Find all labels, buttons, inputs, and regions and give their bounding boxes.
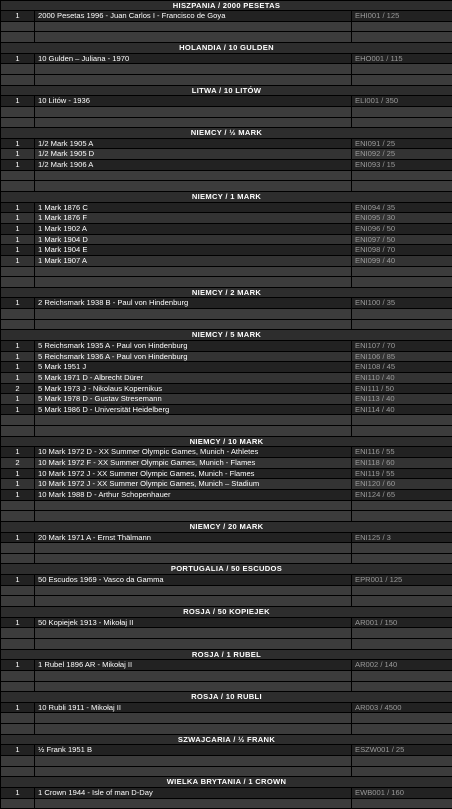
spacer-cell bbox=[1, 682, 34, 692]
quantity-cell: 1 bbox=[1, 373, 34, 383]
section-title: ROSJA / 50 KOPIEJEK bbox=[1, 607, 452, 617]
spacer-cell bbox=[35, 64, 351, 74]
section-header bbox=[0, 649, 452, 660]
quantity-cell: 1 bbox=[1, 235, 34, 245]
description-cell: 5 Mark 1986 D - Universität Heidelberg bbox=[35, 405, 351, 415]
section-title: WIELKA BRYTANIA / 1 CROWN bbox=[1, 777, 452, 787]
table-row bbox=[0, 234, 452, 245]
section-header bbox=[0, 734, 452, 745]
catalog-code-cell: ENI093 / 15 bbox=[352, 160, 452, 170]
spacer-cell bbox=[35, 22, 351, 32]
quantity-cell: 1 bbox=[1, 405, 34, 415]
description-cell: 1 Mark 1876 F bbox=[35, 213, 351, 223]
description-cell: 1 Mark 1902 A bbox=[35, 224, 351, 234]
spacer-cell bbox=[352, 682, 452, 692]
spacer-cell bbox=[352, 32, 452, 42]
spacer-cell bbox=[352, 171, 452, 181]
section-header bbox=[0, 128, 452, 139]
section-header bbox=[0, 777, 452, 788]
spacer-cell bbox=[1, 671, 34, 681]
section-title: NIEMCY / 1 MARK bbox=[1, 192, 452, 202]
description-cell: 2 Reichsmark 1938 B - Paul von Hindenburg bbox=[35, 298, 351, 308]
description-cell: 2000 Pesetas 1996 - Juan Carlos I - Francisco de Goya bbox=[35, 11, 351, 21]
catalog-code-cell: ESZW001 / 25 bbox=[352, 745, 452, 755]
spacer-row bbox=[0, 74, 452, 85]
table-row bbox=[0, 202, 452, 213]
spacer-cell bbox=[1, 543, 34, 553]
spacer-cell bbox=[352, 320, 452, 330]
section-header bbox=[0, 607, 452, 618]
table-row bbox=[0, 702, 452, 713]
table-row bbox=[0, 213, 452, 224]
catalog-code-cell: EWB001 / 160 bbox=[352, 788, 452, 798]
spacer-cell bbox=[352, 767, 452, 777]
quantity-cell: 1 bbox=[1, 469, 34, 479]
quantity-cell: 2 bbox=[1, 458, 34, 468]
spacer-cell bbox=[35, 799, 351, 809]
section-title: ROSJA / 1 RUBEL bbox=[1, 650, 452, 660]
spacer-cell bbox=[352, 267, 452, 277]
spacer-cell bbox=[1, 107, 34, 117]
description-cell: 1 Mark 1876 C bbox=[35, 203, 351, 213]
table-row bbox=[0, 489, 452, 500]
description-cell: 1 Crown 1944 - Isle of man D-Day bbox=[35, 788, 351, 798]
catalog-code-cell: ENI124 / 65 bbox=[352, 490, 452, 500]
catalog-code-cell: EHI001 / 125 bbox=[352, 11, 452, 21]
spacer-row bbox=[0, 670, 452, 681]
spacer-row bbox=[0, 713, 452, 724]
spacer-cell bbox=[35, 586, 351, 596]
spacer-row bbox=[0, 585, 452, 596]
spacer-cell bbox=[35, 543, 351, 553]
section-title: LITWA / 10 LITÓW bbox=[1, 86, 452, 96]
table-row bbox=[0, 223, 452, 234]
catalog-code-cell: ENI106 / 85 bbox=[352, 352, 452, 362]
description-cell: 10 Litów - 1936 bbox=[35, 96, 351, 106]
spacer-cell bbox=[1, 267, 34, 277]
description-cell: 1 Mark 1904 D bbox=[35, 235, 351, 245]
quantity-cell: 1 bbox=[1, 203, 34, 213]
spacer-cell bbox=[1, 511, 34, 521]
quantity-cell: 1 bbox=[1, 224, 34, 234]
spacer-row bbox=[0, 766, 452, 777]
table-row bbox=[0, 394, 452, 405]
table-row bbox=[0, 11, 452, 22]
catalog-code-cell: ENI091 / 25 bbox=[352, 139, 452, 149]
description-cell: 5 Mark 1973 J - Nikolaus Kopernikus bbox=[35, 384, 351, 394]
spacer-cell bbox=[1, 415, 34, 425]
spacer-row bbox=[0, 553, 452, 564]
section-header bbox=[0, 692, 452, 703]
description-cell: 1 Mark 1907 A bbox=[35, 256, 351, 266]
spacer-cell bbox=[352, 75, 452, 85]
table-row bbox=[0, 458, 452, 469]
table-row bbox=[0, 575, 452, 586]
table-row bbox=[0, 372, 452, 383]
spacer-cell bbox=[35, 639, 351, 649]
catalog-code-cell: ENI097 / 50 bbox=[352, 235, 452, 245]
spacer-cell bbox=[352, 415, 452, 425]
table-row bbox=[0, 787, 452, 798]
spacer-cell bbox=[352, 107, 452, 117]
spacer-cell bbox=[35, 75, 351, 85]
catalog-code-cell: AR003 / 4500 bbox=[352, 703, 452, 713]
spacer-cell bbox=[35, 32, 351, 42]
description-cell: 1 Mark 1904 E bbox=[35, 245, 351, 255]
spacer-row bbox=[0, 309, 452, 320]
section-title: NIEMCY / 20 MARK bbox=[1, 522, 452, 532]
table-row bbox=[0, 468, 452, 479]
spacer-cell bbox=[1, 320, 34, 330]
spacer-cell bbox=[35, 724, 351, 734]
description-cell: 10 Mark 1972 F - XX Summer Olympic Games, Munich - Flames bbox=[35, 458, 351, 468]
spacer-row bbox=[0, 426, 452, 437]
spacer-cell bbox=[352, 501, 452, 511]
quantity-cell: 1 bbox=[1, 394, 34, 404]
catalog-code-cell: ENI107 / 70 bbox=[352, 341, 452, 351]
table-row bbox=[0, 160, 452, 171]
section-title: PORTUGALIA / 50 ESCUDOS bbox=[1, 564, 452, 574]
spacer-cell bbox=[1, 501, 34, 511]
spacer-cell bbox=[35, 171, 351, 181]
spacer-cell bbox=[1, 554, 34, 564]
spacer-row bbox=[0, 628, 452, 639]
spacer-cell bbox=[35, 756, 351, 766]
spacer-cell bbox=[352, 277, 452, 287]
table-row bbox=[0, 383, 452, 394]
spacer-cell bbox=[35, 107, 351, 117]
catalog-code-cell: ENI110 / 40 bbox=[352, 373, 452, 383]
catalog-code-cell: ELI001 / 350 bbox=[352, 96, 452, 106]
description-cell: 1/2 Mark 1906 A bbox=[35, 160, 351, 170]
spacer-cell bbox=[35, 767, 351, 777]
quantity-cell: 1 bbox=[1, 533, 34, 543]
table-row bbox=[0, 255, 452, 266]
spacer-cell bbox=[1, 586, 34, 596]
quantity-cell: 1 bbox=[1, 703, 34, 713]
description-cell: 10 Mark 1972 D - XX Summer Olympic Games, Munich - Athletes bbox=[35, 447, 351, 457]
spacer-row bbox=[0, 21, 452, 32]
spacer-cell bbox=[35, 181, 351, 191]
spacer-row bbox=[0, 117, 452, 128]
spacer-cell bbox=[1, 799, 34, 809]
table-row bbox=[0, 149, 452, 160]
catalog-code-cell: ENI114 / 40 bbox=[352, 405, 452, 415]
spacer-row bbox=[0, 64, 452, 75]
spacer-row bbox=[0, 266, 452, 277]
table-row bbox=[0, 298, 452, 309]
spacer-row bbox=[0, 511, 452, 522]
spacer-cell bbox=[35, 426, 351, 436]
spacer-cell bbox=[352, 756, 452, 766]
catalog-code-cell: ENI100 / 35 bbox=[352, 298, 452, 308]
catalog-code-cell: ENI111 / 50 bbox=[352, 384, 452, 394]
description-cell: 1/2 Mark 1905 D bbox=[35, 149, 351, 159]
spacer-row bbox=[0, 32, 452, 43]
section-header bbox=[0, 0, 452, 11]
section-header bbox=[0, 564, 452, 575]
spacer-cell bbox=[35, 713, 351, 723]
table-row bbox=[0, 341, 452, 352]
spacer-cell bbox=[1, 309, 34, 319]
table-row bbox=[0, 660, 452, 671]
spacer-cell bbox=[352, 22, 452, 32]
spacer-cell bbox=[35, 501, 351, 511]
catalog-code-cell: ENI098 / 70 bbox=[352, 245, 452, 255]
spacer-cell bbox=[352, 713, 452, 723]
description-cell: 5 Mark 1951 J bbox=[35, 362, 351, 372]
spacer-cell bbox=[35, 682, 351, 692]
spacer-cell bbox=[1, 75, 34, 85]
quantity-cell: 1 bbox=[1, 11, 34, 21]
quantity-cell: 1 bbox=[1, 479, 34, 489]
description-cell: 10 Gulden – Juliana - 1970 bbox=[35, 54, 351, 64]
description-cell: 20 Mark 1971 A - Ernst Thälmann bbox=[35, 533, 351, 543]
spacer-cell bbox=[35, 320, 351, 330]
description-cell: 50 Kopiejek 1913 - Mikołaj II bbox=[35, 618, 351, 628]
spacer-row bbox=[0, 415, 452, 426]
quantity-cell: 1 bbox=[1, 660, 34, 670]
description-cell: 10 Mark 1972 J - XX Summer Olympic Games, Munich - Flames bbox=[35, 469, 351, 479]
catalog-code-cell: AR001 / 150 bbox=[352, 618, 452, 628]
section-title: HISZPANIA / 2000 PESETAS bbox=[1, 1, 452, 11]
section-title: SZWAJCARIA / ½ FRANK bbox=[1, 735, 452, 745]
quantity-cell: 1 bbox=[1, 256, 34, 266]
spacer-cell bbox=[352, 628, 452, 638]
spacer-cell bbox=[352, 799, 452, 809]
spacer-row bbox=[0, 181, 452, 192]
quantity-cell: 1 bbox=[1, 213, 34, 223]
quantity-cell: 1 bbox=[1, 245, 34, 255]
table-row bbox=[0, 245, 452, 256]
spacer-cell bbox=[1, 171, 34, 181]
section-title: NIEMCY / ½ MARK bbox=[1, 128, 452, 138]
description-cell: 1 Rubel 1896 AR - Mikołaj II bbox=[35, 660, 351, 670]
catalog-code-cell: ENI096 / 50 bbox=[352, 224, 452, 234]
section-title: NIEMCY / 5 MARK bbox=[1, 330, 452, 340]
spacer-cell bbox=[352, 724, 452, 734]
spacer-row bbox=[0, 319, 452, 330]
section-header bbox=[0, 521, 452, 532]
table-row bbox=[0, 53, 452, 64]
spacer-row bbox=[0, 596, 452, 607]
spacer-cell bbox=[352, 596, 452, 606]
quantity-cell: 1 bbox=[1, 788, 34, 798]
section-header bbox=[0, 287, 452, 298]
spacer-row bbox=[0, 277, 452, 288]
description-cell: 5 Mark 1978 D - Gustav Stresemann bbox=[35, 394, 351, 404]
table-row bbox=[0, 745, 452, 756]
description-cell: 1/2 Mark 1905 A bbox=[35, 139, 351, 149]
spacer-cell bbox=[352, 586, 452, 596]
table-row bbox=[0, 447, 452, 458]
spacer-row bbox=[0, 681, 452, 692]
catalog-code-cell: AR002 / 140 bbox=[352, 660, 452, 670]
quantity-cell: 1 bbox=[1, 298, 34, 308]
spacer-cell bbox=[35, 511, 351, 521]
spacer-cell bbox=[1, 181, 34, 191]
quantity-cell: 1 bbox=[1, 160, 34, 170]
quantity-cell: 1 bbox=[1, 490, 34, 500]
catalog-code-cell: ENI119 / 55 bbox=[352, 469, 452, 479]
spacer-cell bbox=[1, 596, 34, 606]
description-cell: 10 Mark 1972 J - XX Summer Olympic Games, Munich – Stadium bbox=[35, 479, 351, 489]
quantity-cell: 1 bbox=[1, 745, 34, 755]
table-row bbox=[0, 138, 452, 149]
spacer-cell bbox=[1, 426, 34, 436]
spacer-cell bbox=[1, 756, 34, 766]
spacer-cell bbox=[352, 309, 452, 319]
description-cell: 5 Reichsmark 1936 A - Paul von Hindenburg bbox=[35, 352, 351, 362]
spacer-cell bbox=[35, 554, 351, 564]
table-row bbox=[0, 96, 452, 107]
section-header bbox=[0, 330, 452, 341]
spacer-cell bbox=[352, 671, 452, 681]
quantity-cell: 1 bbox=[1, 352, 34, 362]
spacer-cell bbox=[352, 511, 452, 521]
spacer-cell bbox=[1, 32, 34, 42]
quantity-cell: 1 bbox=[1, 96, 34, 106]
spacer-cell bbox=[35, 628, 351, 638]
quantity-cell: 1 bbox=[1, 447, 34, 457]
spacer-cell bbox=[35, 118, 351, 128]
section-title: NIEMCY / 10 MARK bbox=[1, 437, 452, 447]
table-row bbox=[0, 479, 452, 490]
spacer-cell bbox=[352, 639, 452, 649]
catalog-code-cell: ENI094 / 35 bbox=[352, 203, 452, 213]
catalog-code-cell: ENI099 / 40 bbox=[352, 256, 452, 266]
spacer-cell bbox=[1, 118, 34, 128]
spacer-row bbox=[0, 543, 452, 554]
spacer-cell bbox=[352, 118, 452, 128]
description-cell: ½ Frank 1951 B bbox=[35, 745, 351, 755]
spacer-cell bbox=[1, 639, 34, 649]
quantity-cell: 1 bbox=[1, 54, 34, 64]
spacer-cell bbox=[35, 309, 351, 319]
spacer-cell bbox=[352, 64, 452, 74]
table-row bbox=[0, 404, 452, 415]
catalog-code-cell: EHO001 / 115 bbox=[352, 54, 452, 64]
catalog-code-cell: ENI113 / 40 bbox=[352, 394, 452, 404]
spacer-cell bbox=[1, 22, 34, 32]
quantity-cell: 1 bbox=[1, 341, 34, 351]
description-cell: 5 Mark 1971 D - Albrecht Dürer bbox=[35, 373, 351, 383]
catalog-code-cell: ENI095 / 30 bbox=[352, 213, 452, 223]
quantity-cell: 1 bbox=[1, 149, 34, 159]
table-row bbox=[0, 351, 452, 362]
spacer-cell bbox=[352, 543, 452, 553]
spacer-cell bbox=[35, 277, 351, 287]
section-header bbox=[0, 436, 452, 447]
section-header bbox=[0, 43, 452, 54]
table-row bbox=[0, 532, 452, 543]
quantity-cell: 1 bbox=[1, 575, 34, 585]
spacer-cell bbox=[35, 596, 351, 606]
catalog-code-cell: ENI118 / 60 bbox=[352, 458, 452, 468]
description-cell: 5 Reichsmark 1935 A - Paul von Hindenburg bbox=[35, 341, 351, 351]
quantity-cell: 2 bbox=[1, 384, 34, 394]
spacer-row bbox=[0, 170, 452, 181]
catalog-code-cell: ENI125 / 3 bbox=[352, 533, 452, 543]
section-title: ROSJA / 10 RUBLI bbox=[1, 692, 452, 702]
quantity-cell: 1 bbox=[1, 139, 34, 149]
spacer-row bbox=[0, 798, 452, 809]
table-row bbox=[0, 362, 452, 373]
spacer-cell bbox=[35, 267, 351, 277]
spacer-row bbox=[0, 724, 452, 735]
spacer-row bbox=[0, 106, 452, 117]
catalog-code-cell: ENI120 / 60 bbox=[352, 479, 452, 489]
catalog-code-cell: ENI108 / 45 bbox=[352, 362, 452, 372]
quantity-cell: 1 bbox=[1, 362, 34, 372]
section-header bbox=[0, 85, 452, 96]
description-cell: 50 Escudos 1969 - Vasco da Gamma bbox=[35, 575, 351, 585]
section-title: HOLANDIA / 10 GULDEN bbox=[1, 43, 452, 53]
section-header bbox=[0, 192, 452, 203]
spacer-cell bbox=[352, 181, 452, 191]
spacer-cell bbox=[35, 415, 351, 425]
spacer-row bbox=[0, 755, 452, 766]
spacer-cell bbox=[1, 628, 34, 638]
spacer-cell bbox=[1, 767, 34, 777]
spacer-cell bbox=[1, 724, 34, 734]
spacer-row bbox=[0, 500, 452, 511]
spacer-cell bbox=[1, 64, 34, 74]
catalog-code-cell: ENI092 / 25 bbox=[352, 149, 452, 159]
description-cell: 10 Rubli 1911 - Mikołaj II bbox=[35, 703, 351, 713]
spacer-cell bbox=[35, 671, 351, 681]
spacer-cell bbox=[352, 554, 452, 564]
catalog-code-cell: ENI116 / 55 bbox=[352, 447, 452, 457]
description-cell: 10 Mark 1988 D - Arthur Schopenhauer bbox=[35, 490, 351, 500]
spacer-row bbox=[0, 638, 452, 649]
spacer-cell bbox=[1, 713, 34, 723]
table-row bbox=[0, 617, 452, 628]
section-title: NIEMCY / 2 MARK bbox=[1, 288, 452, 298]
quantity-cell: 1 bbox=[1, 618, 34, 628]
catalog-code-cell: EPR001 / 125 bbox=[352, 575, 452, 585]
spacer-cell bbox=[352, 426, 452, 436]
spacer-cell bbox=[1, 277, 34, 287]
